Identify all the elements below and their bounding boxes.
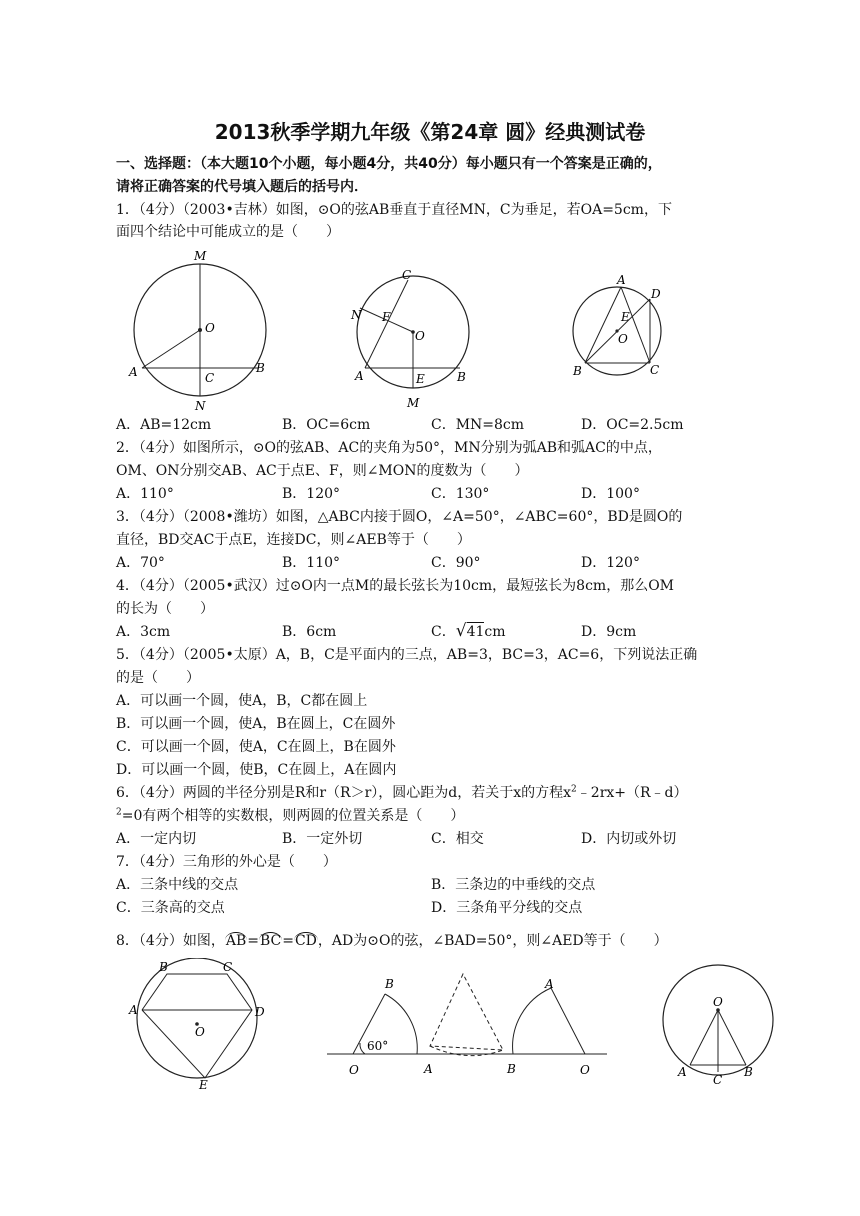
question-1-line1: 1．（4分）（2003•吉林）如图，⊙O的弦AB垂直于直径MN，C为垂足，若OA=5cm，下 bbox=[116, 202, 672, 218]
figure-rotation-sector bbox=[325, 968, 610, 1080]
figure-q1-circle bbox=[125, 248, 275, 414]
arc-cd: CD bbox=[294, 933, 317, 949]
q8-eq-1: = bbox=[247, 933, 259, 949]
fig1-label-n: N bbox=[195, 399, 206, 413]
fig2-label-m: M bbox=[407, 396, 420, 410]
arc-ab: AB bbox=[225, 933, 247, 949]
q1-option-b: B．OC=6cm bbox=[282, 417, 371, 433]
q3-option-c: C．90° bbox=[431, 555, 481, 571]
figure-q2-circle bbox=[345, 266, 480, 414]
q1-option-c: C．MN=8cm bbox=[431, 417, 525, 433]
question-5-line2: 的是（ ） bbox=[116, 670, 200, 686]
question-7-line1: 7．（4分）三角形的外心是（ ） bbox=[116, 854, 337, 870]
fig3-label-c: C bbox=[650, 363, 660, 377]
fig2-label-e: E bbox=[416, 372, 425, 386]
question-6-line1 bbox=[116, 782, 688, 802]
q7-option-c: C．三条高的交点 bbox=[116, 900, 225, 916]
q2-option-a: A．110° bbox=[116, 486, 174, 502]
fig4-label-b: B bbox=[159, 960, 168, 974]
q4-option-a: A．3cm bbox=[116, 624, 171, 640]
q7-option-a: A．三条中线的交点 bbox=[116, 877, 239, 893]
q4-option-d: D．9cm bbox=[581, 624, 637, 640]
q8-suffix: ，AD为⊙O的弦，∠BAD=50°，则∠AED等于（ ） bbox=[317, 933, 668, 949]
fig5-label-b2: B bbox=[507, 1062, 516, 1076]
q2-option-d: D．100° bbox=[581, 486, 640, 502]
question-3-line1: 3．（4分）（2008•潍坊）如图，△ABC内接于圆O，∠A=50°，∠ABC=60°，BD是圆O的 bbox=[116, 509, 683, 525]
sqrt-radicand: 41 bbox=[466, 624, 485, 640]
fig2-label-o: O bbox=[415, 329, 425, 343]
fig5-label-o: O bbox=[349, 1063, 359, 1077]
q7-option-b: B．三条边的中垂线的交点 bbox=[431, 877, 596, 893]
q6-sup-1: 2 bbox=[571, 784, 577, 795]
q6-sup-2: 2 bbox=[116, 807, 122, 818]
fig2-label-b: B bbox=[457, 370, 466, 384]
q5-option-c: C．可以画一个圆，使A，C在圆上，B在圆外 bbox=[116, 739, 396, 755]
q3-option-a: A．70° bbox=[116, 555, 165, 571]
figure-q8-hexagon-circle bbox=[125, 958, 270, 1093]
q4-option-c bbox=[431, 621, 506, 641]
figure-q3-circle bbox=[565, 271, 675, 381]
fig2-label-f: F bbox=[382, 310, 391, 324]
fig4-label-e: E bbox=[199, 1078, 208, 1092]
q5-option-b: B．可以画一个圆，使A，B在圆上，C在圆外 bbox=[116, 716, 396, 732]
question-4-line1: 4．（4分）（2005•武汉）过⊙O内一点M的最长弦长为10cm，最短弦长为8cm，那么OM bbox=[116, 578, 675, 594]
fig2-label-n: N bbox=[351, 308, 362, 322]
q6-option-c: C．相交 bbox=[431, 831, 484, 847]
fig4-label-d: D bbox=[255, 1005, 265, 1019]
question-4-line2: 的长为（ ） bbox=[116, 601, 214, 617]
q7-option-d: D．三条角平分线的交点 bbox=[431, 900, 583, 916]
section-heading-line1: 一、选择题：（本大题10个小题，每小题4分，共40分）每小题只有一个答案是正确的， bbox=[116, 156, 662, 172]
question-5-line1: 5．（4分）（2005•太原）A，B，C是平面内的三点，AB=3，BC=3，AC=6，下列说法正确 bbox=[116, 647, 698, 663]
q1-option-a: A．AB=12cm bbox=[116, 417, 212, 433]
q6-text-b: ﹣2rx+（R﹣d） bbox=[576, 785, 688, 801]
q2-option-c: C．130° bbox=[431, 486, 490, 502]
fig4-label-o: O bbox=[195, 1025, 205, 1039]
fig3-label-d: D bbox=[651, 287, 661, 301]
fig3-label-o: O bbox=[618, 332, 628, 346]
q2-option-b: B．120° bbox=[282, 486, 341, 502]
fig5-label-a2: A bbox=[545, 977, 554, 991]
fig2-label-a: A bbox=[355, 369, 364, 383]
q4-option-c-unit: cm bbox=[484, 624, 506, 640]
fig4-label-a: A bbox=[129, 1003, 138, 1017]
question-3-line2: 直径，BD交AC于点E，连接DC，则∠AEB等于（ ） bbox=[116, 532, 471, 548]
fig1-label-c: C bbox=[205, 371, 215, 385]
question-8-line1 bbox=[116, 930, 668, 950]
page-title: 2013秋季学期九年级《第24章 圆》经典测试卷 bbox=[214, 120, 646, 144]
fig3-label-b: B bbox=[573, 364, 582, 378]
question-2-line2: OM、ON分别交AB、AC于点E、F，则∠MON的度数为（ ） bbox=[116, 463, 529, 479]
arc-bc: BC bbox=[259, 933, 282, 949]
q5-option-a: A．可以画一个圆，使A，B，C都在圆上 bbox=[116, 693, 368, 709]
fig5-label-o2: O bbox=[580, 1063, 590, 1077]
q8-prefix: 8．（4分）如图， bbox=[116, 933, 225, 949]
q3-option-d: D．120° bbox=[581, 555, 640, 571]
fig6-label-a: A bbox=[678, 1065, 687, 1079]
fig5-label-a: A bbox=[424, 1062, 433, 1076]
question-1-line2: 面四个结论中可能成立的是（ ） bbox=[116, 224, 340, 240]
fig4-label-c: C bbox=[223, 960, 233, 974]
q6-option-a: A．一定内切 bbox=[116, 831, 197, 847]
fig5-label-b: B bbox=[385, 977, 394, 991]
fig6-label-b: B bbox=[744, 1065, 753, 1079]
fig6-label-c: C bbox=[713, 1073, 723, 1087]
fig1-label-m: M bbox=[194, 249, 207, 263]
fig1-label-o: O bbox=[205, 321, 215, 335]
q6-text-a: 6．（4分）两圆的半径分别是R和r（R＞r），圆心距为d，若关于x的方程x bbox=[116, 785, 572, 801]
q6-option-d: D．内切或外切 bbox=[581, 831, 677, 847]
fig3-label-e: E bbox=[621, 310, 630, 324]
section-heading-line2: 请将正确答案的代号填入题后的括号内． bbox=[116, 179, 368, 195]
fig1-label-a: A bbox=[129, 365, 138, 379]
fig1-label-b: B bbox=[256, 361, 265, 375]
question-2-line1: 2．（4分）如图所示，⊙O的弦AB、AC的夹角为50°，MN分别为弧AB和弧AC的中点， bbox=[116, 440, 662, 456]
q8-eq-2: = bbox=[282, 933, 294, 949]
question-6-line2 bbox=[116, 805, 464, 825]
q1-option-d: D．OC=2.5cm bbox=[581, 417, 684, 433]
q3-option-b: B．110° bbox=[282, 555, 341, 571]
q5-option-d: D．可以画一个圆，使B，C在圆上，A在圆内 bbox=[116, 762, 397, 778]
sqrt-symbol: √ bbox=[455, 621, 467, 641]
q4-option-b: B．6cm bbox=[282, 624, 337, 640]
fig6-label-o: O bbox=[713, 995, 723, 1009]
figure-q-isoceles-circle bbox=[658, 960, 780, 1088]
fig5-label-angle: 60° bbox=[367, 1039, 389, 1053]
q4-option-c-prefix: C． bbox=[431, 624, 456, 640]
q6-text-c: =0有两个相等的实数根，则两圆的位置关系是（ ） bbox=[121, 808, 465, 824]
fig3-label-a: A bbox=[617, 273, 626, 287]
q6-option-b: B．一定外切 bbox=[282, 831, 363, 847]
fig2-label-c: C bbox=[402, 268, 412, 282]
